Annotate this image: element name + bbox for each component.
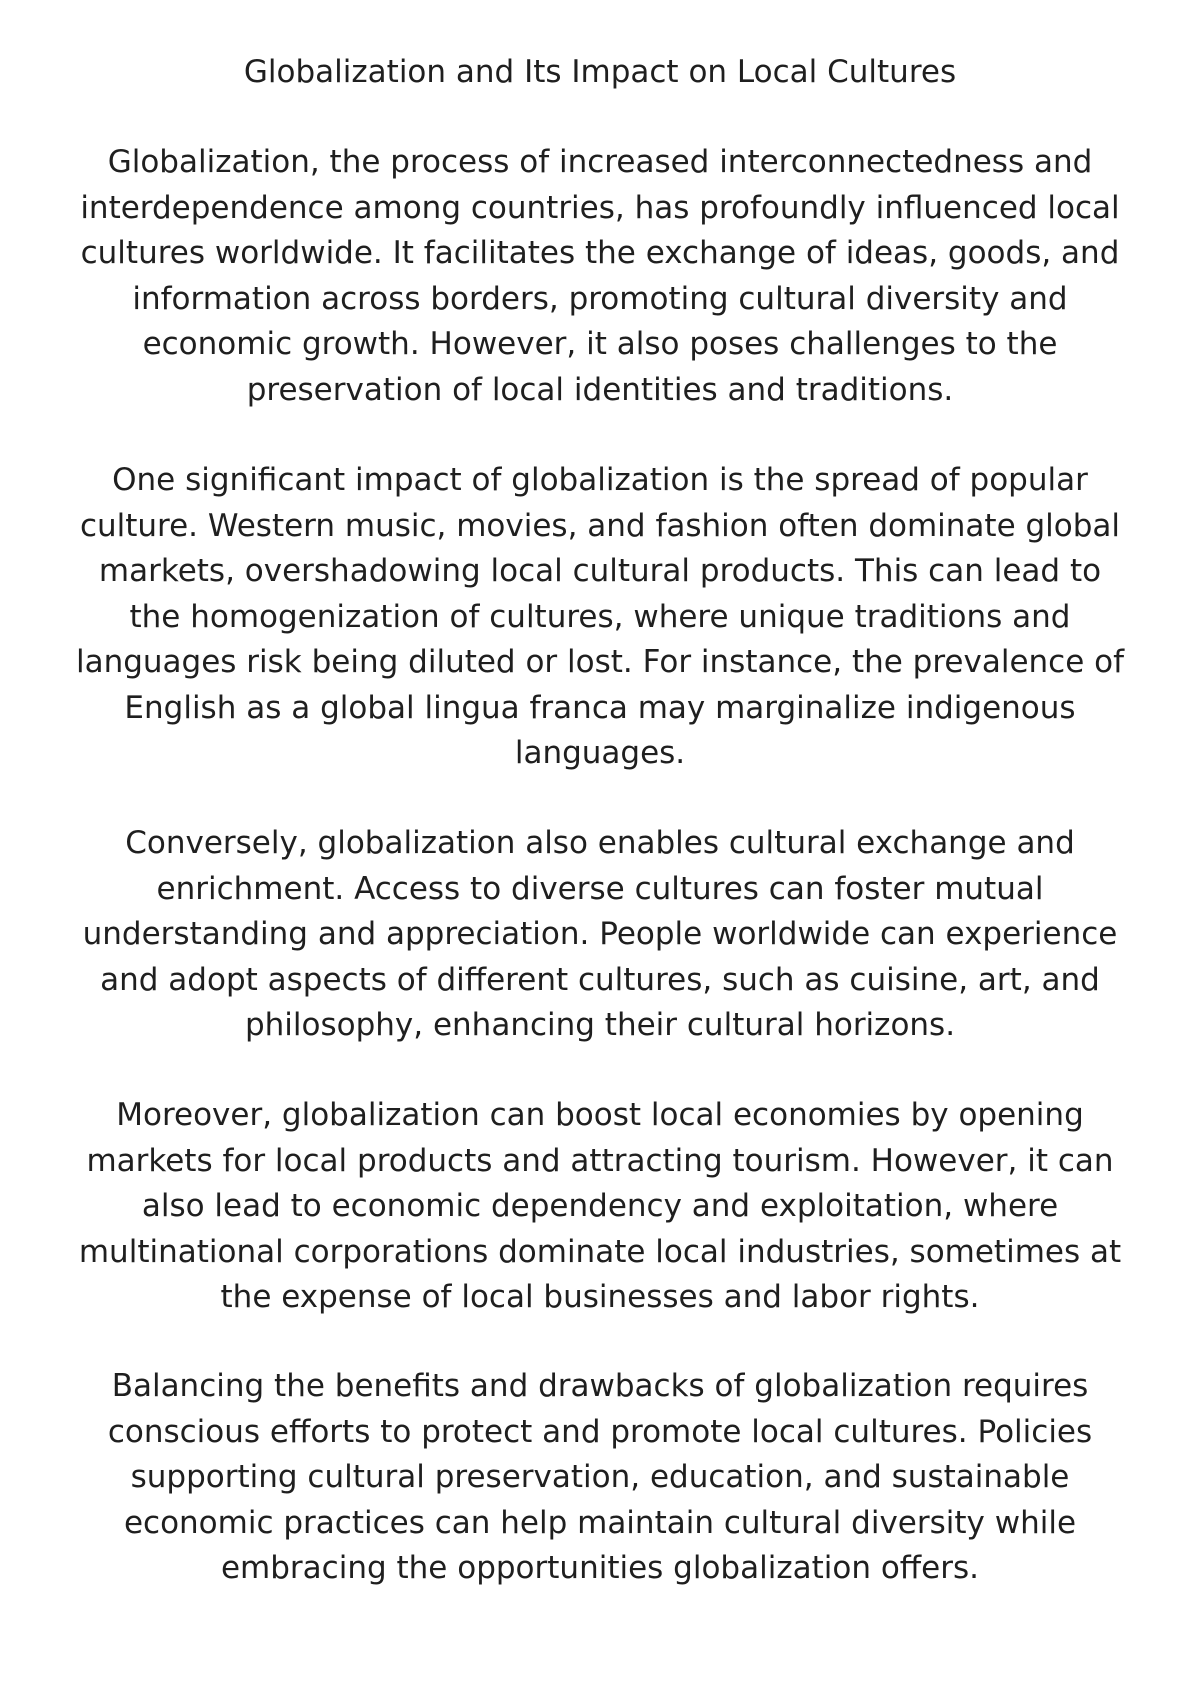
paragraph-4: Moreover, globalization can boost local economies by opening markets for local products and attracting tourism. However, it can also lead to economic dependency and exploitation, where multinational corporations dominate local industries, sometimes at the expense of local businesses and labor rights. <box>78 1097 1122 1315</box>
paragraph-1: Globalization, the process of increased interconnectedness and interdependence among countries, has profoundly influenced local cultures worldwide. It facilitates the exchange of ideas, goods, and information across borders, promoting cultural diversity and economic growth. However, it also poses challenges to the preservation of local identities and traditions. <box>80 144 1120 408</box>
paragraph-2: One significant impact of globalization is the spread of popular culture. Western music, movies, and fashion often dominate global markets, overshadowing local cultural products. This can lead to the homogenization of cultures, where unique traditions and languages risk being diluted or lost. For instance, the prevalence of English as a global lingua franca may marginalize indigenous languages. <box>75 462 1125 771</box>
document-title: Globalization and Its Impact on Local Cultures <box>243 54 957 90</box>
paragraph-5: Balancing the benefits and drawbacks of globalization requires conscious efforts to protect and promote local cultures. Policies supporting cultural preservation, education, and sustainable economic practices can help maintain cultural diversity while embracing the opportunities globalization offers. <box>107 1368 1093 1586</box>
paragraph-3: Conversely, globalization also enables cultural exchange and enrichment. Access to diverse cultures can foster mutual understanding and appreciation. People worldwide can experience and adopt aspects of different cultures, such as cuisine, art, and philosophy, enhancing their cultural horizons. <box>82 825 1118 1043</box>
